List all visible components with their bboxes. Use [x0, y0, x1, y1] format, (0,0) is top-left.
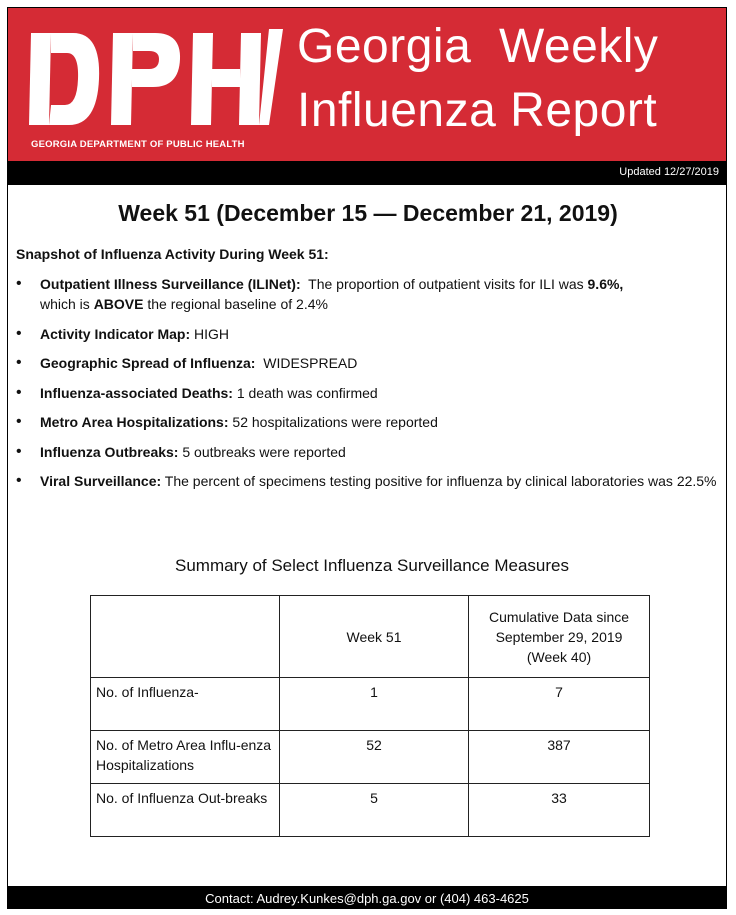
- contact-footer: Contact: Audrey.Kunkes@dph.ga.gov or (404) 463-4625: [7, 886, 727, 909]
- item-label: Influenza Outbreaks:: [40, 443, 179, 460]
- week-heading: Week 51 (December 15 — December 21, 2019): [118, 200, 618, 226]
- row-label: No. of Metro Area Influ-enza Hospitalizations: [91, 731, 280, 784]
- item-text: HIGH: [194, 325, 230, 342]
- header-cell: Cumulative Data since September 29, 2019 (Week 40): [469, 596, 650, 678]
- item-label: Geographic Spread of Influenza:: [40, 355, 256, 371]
- header-cell: Week 51: [280, 596, 469, 678]
- title-line-1: Georgia Weekly: [297, 20, 659, 73]
- item-text: 5 outbreaks were reported: [182, 443, 346, 460]
- cumulative-value: 33: [469, 784, 650, 837]
- row-label: No. of Influenza Out-breaks: [91, 784, 280, 837]
- snapshot-title: Snapshot of Influenza Activity During Week 51:: [16, 246, 329, 262]
- cumulative-value: 7: [469, 678, 650, 731]
- week-value: 5: [280, 784, 469, 837]
- week-value: 52: [280, 731, 469, 784]
- item-text: 1 death was confirmed: [236, 384, 378, 401]
- item-text: the regional baseline of 2.4%: [147, 296, 328, 312]
- item-label: Activity Indicator Map:: [40, 325, 191, 342]
- week-value: 1: [280, 678, 469, 731]
- item-label: Metro Area Hospitalizations:: [40, 414, 229, 430]
- baseline-status: ABOVE: [93, 296, 144, 312]
- row-label: No. of Influenza-: [91, 678, 280, 731]
- table-title: Summary of Select Influenza Surveillance Measures: [174, 556, 569, 575]
- item-label: Influenza-associated Deaths:: [40, 384, 233, 401]
- org-name: GEORGIA DEPARTMENT OF PUBLIC HEALTH: [31, 139, 245, 150]
- page-frame: [7, 7, 727, 909]
- title-line-2: Influenza Report: [297, 84, 658, 137]
- cumulative-value: 387: [469, 731, 650, 784]
- item-label: Outpatient Illness Surveillance (ILINet):: [40, 276, 301, 292]
- item-text: The proportion of outpatient visits for ILI was: [308, 276, 584, 292]
- item-text: 52 hospitalizations were reported: [232, 414, 438, 430]
- item-text: The percent of specimens testing positive for influenza by clinical laboratories was 22.5%: [164, 473, 717, 489]
- item-text: which is: [40, 296, 90, 312]
- ili-value: 9.6%,: [587, 276, 624, 292]
- updated-date: Updated 12/27/2019: [619, 166, 719, 178]
- item-label: Viral Surveillance:: [40, 473, 162, 489]
- item-text: WIDESPREAD: [263, 355, 358, 371]
